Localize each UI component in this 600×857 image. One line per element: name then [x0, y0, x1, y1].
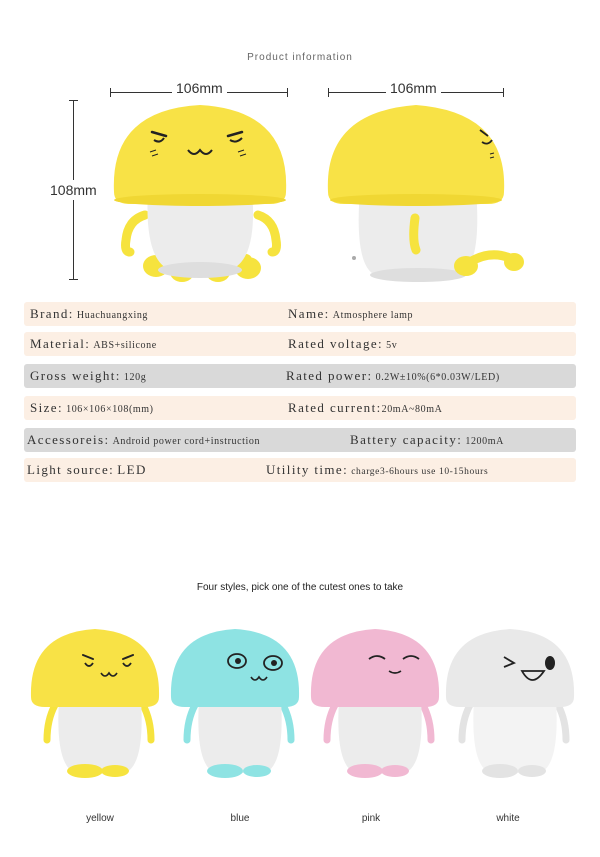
spec-left — [30, 306, 148, 322]
spec-value: charge3-6hours use 10-15hours — [351, 467, 489, 477]
spec-left — [27, 432, 260, 448]
spec-value: LED — [117, 462, 147, 477]
spec-left — [30, 368, 146, 384]
spec-row — [24, 302, 576, 326]
width-tick-right-side — [503, 88, 504, 97]
height-tick-top — [69, 100, 78, 101]
height-label: 108mm — [50, 182, 97, 198]
style-caption-pink: pink — [361, 813, 381, 824]
spec-left — [27, 462, 147, 478]
lamp-side-view-image — [320, 100, 530, 290]
width-label-front: 106mm — [172, 80, 227, 96]
lamp-style-yellow-image — [25, 625, 165, 785]
height-tick-bottom — [69, 279, 78, 280]
spec-label: Material: — [30, 336, 91, 351]
spec-label: Rated power: — [286, 368, 373, 383]
lamp-style-white-image — [440, 625, 580, 785]
lamp-front-view-image — [100, 100, 300, 290]
spec-value: 106×106×108(mm) — [66, 404, 154, 415]
spec-label: Battery capacity: — [350, 432, 463, 447]
spec-right — [288, 336, 397, 352]
spec-row — [24, 458, 576, 482]
spec-label: Rated voltage: — [288, 336, 384, 351]
spec-left — [30, 400, 154, 416]
spec-right — [266, 462, 488, 478]
lamp-style-pink-image — [305, 625, 445, 785]
spec-value: Android power cord+instruction — [112, 436, 261, 447]
spec-label: Brand: — [30, 306, 74, 321]
style-caption-white: white — [496, 813, 520, 824]
style-caption-blue: blue — [230, 813, 250, 824]
spec-label: Utility time: — [266, 462, 349, 477]
four-styles-heading: Four styles, pick one of the cutest ones to take — [196, 582, 404, 593]
spec-right — [288, 400, 442, 416]
spec-row — [24, 396, 576, 420]
product-info-heading: Product information — [247, 52, 353, 63]
spec-label: Light source: — [27, 462, 115, 477]
spec-label: Name: — [288, 306, 330, 321]
spec-value: 1200mA — [465, 436, 504, 447]
spec-value: 20mA~80mA — [381, 404, 443, 415]
spec-value: ABS+silicone — [93, 340, 157, 351]
spec-right — [286, 368, 500, 384]
spec-right — [288, 306, 413, 322]
spec-value: Huachuangxing — [76, 310, 149, 321]
spec-label: Size: — [30, 400, 63, 415]
spec-value: 120g — [123, 372, 147, 383]
width-tick-left-front — [110, 88, 111, 97]
spec-label: Gross weight: — [30, 368, 121, 383]
width-tick-right-front — [287, 88, 288, 97]
spec-label: Accessoreis: — [27, 432, 110, 447]
spec-label: Rated current: — [288, 400, 382, 415]
spec-left — [30, 336, 157, 352]
style-caption-yellow: yellow — [86, 813, 114, 824]
spec-row — [24, 332, 576, 356]
spec-right — [350, 432, 504, 448]
width-tick-left-side — [328, 88, 329, 97]
spec-value: 5v — [386, 340, 398, 351]
spec-value: 0.2W±10%(6*0.03W/LED) — [375, 372, 500, 383]
spec-value: Atmosphere lamp — [332, 310, 414, 321]
width-label-side: 106mm — [386, 80, 441, 96]
spec-row — [24, 364, 576, 388]
spec-row — [24, 428, 576, 452]
lamp-style-blue-image — [165, 625, 305, 785]
